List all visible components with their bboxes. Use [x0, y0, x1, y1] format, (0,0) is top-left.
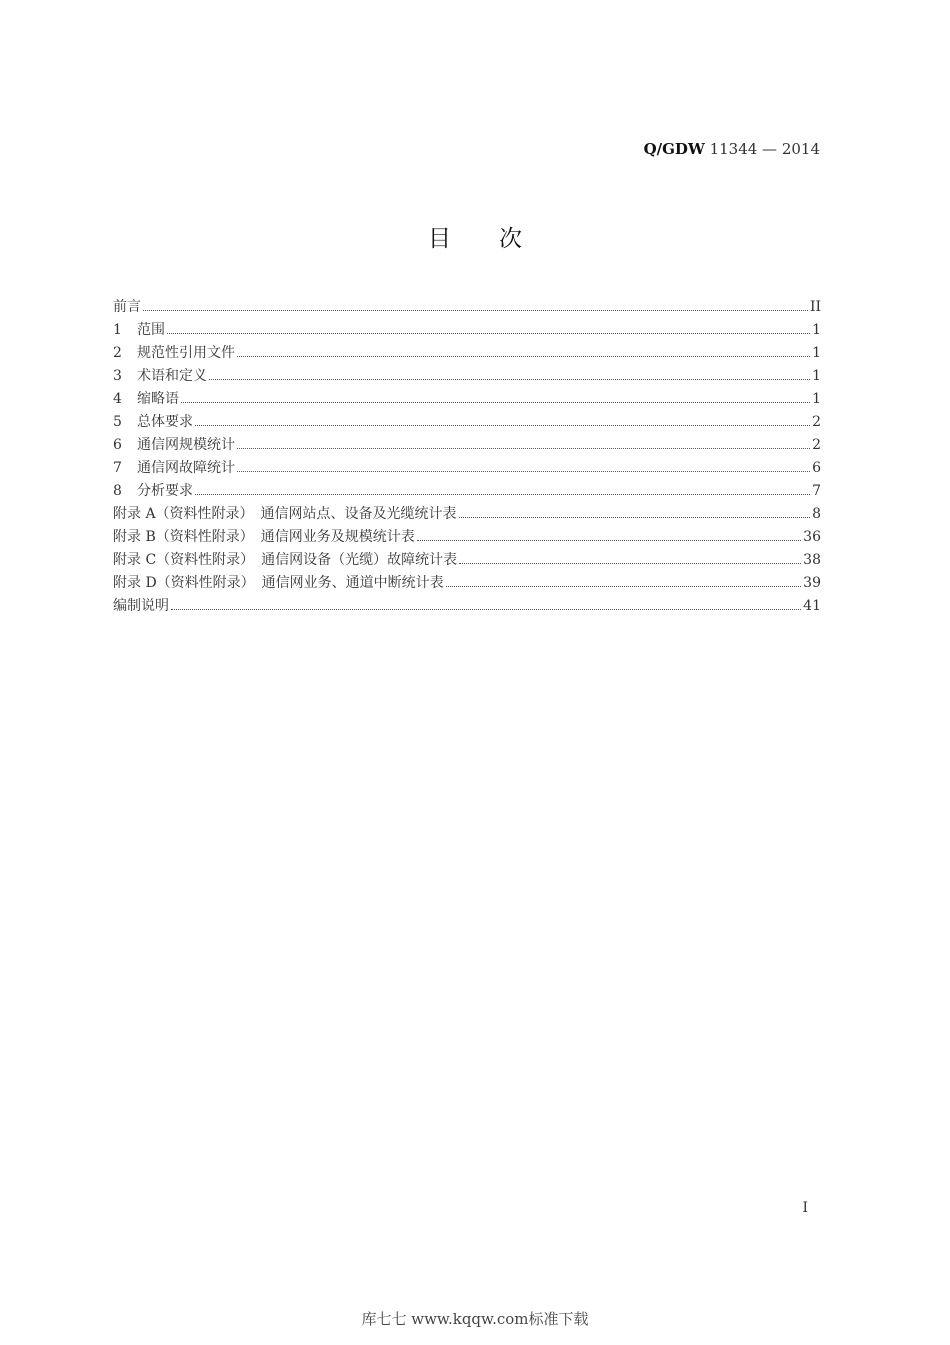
- toc-entry[interactable]: [113, 572, 821, 595]
- toc-entry-page: 36: [803, 529, 821, 545]
- toc-entry-page: II: [809, 299, 821, 315]
- toc-entry-page: 6: [812, 460, 821, 476]
- toc-entry[interactable]: [113, 319, 821, 342]
- toc-entry-number: 4: [113, 391, 122, 407]
- toc-leader: [446, 586, 801, 587]
- toc-leader: [171, 609, 801, 610]
- toc-leader: [237, 448, 810, 449]
- footer-watermark: 库七七 www.kqqw.com标准下载: [361, 1310, 589, 1328]
- toc-entry-number: 6: [113, 437, 122, 453]
- toc-entry-number: 8: [113, 483, 122, 499]
- toc-leader: [195, 494, 810, 495]
- toc-leader: [459, 517, 811, 518]
- toc-leader: [195, 425, 810, 426]
- toc-leader: [143, 310, 808, 311]
- toc-leader: [237, 471, 810, 472]
- toc-entry-number: 7: [113, 460, 122, 476]
- toc-leader: [167, 333, 810, 334]
- toc-entry-page: 1: [812, 368, 821, 384]
- toc-entry[interactable]: [113, 296, 821, 319]
- toc-leader: [459, 563, 801, 564]
- toc-entry-label: 总体要求: [137, 414, 193, 430]
- toc-entry-page: 2: [812, 414, 821, 430]
- toc-leader: [417, 540, 801, 541]
- toc-entry-label: 附录 D（资料性附录） 通信网业务、通道中断统计表: [113, 575, 444, 591]
- toc-leader: [181, 402, 810, 403]
- toc-entry-page: 38: [803, 552, 821, 568]
- toc-entry[interactable]: [113, 365, 821, 388]
- toc-entry-page: 2: [812, 437, 821, 453]
- toc-entry[interactable]: [113, 342, 821, 365]
- toc-entry-page: 7: [812, 483, 821, 499]
- toc-entry-number: 3: [113, 368, 122, 384]
- toc-entry[interactable]: [113, 434, 821, 457]
- toc-leader: [209, 379, 810, 380]
- toc-entry-label: 范围: [137, 322, 165, 338]
- toc-entry-label: 附录 C（资料性附录） 通信网设备（光缆）故障统计表: [113, 552, 458, 568]
- toc-entry-label: 术语和定义: [137, 368, 207, 384]
- toc-entry-label: 通信网故障统计: [137, 460, 235, 476]
- toc-entry[interactable]: [113, 549, 821, 572]
- toc-entry-label: 分析要求: [137, 483, 193, 499]
- toc-entry-label: 规范性引用文件: [137, 345, 235, 361]
- toc-entry[interactable]: [113, 526, 821, 549]
- toc-entry-label: 附录 A（资料性附录） 通信网站点、设备及光缆统计表: [113, 506, 457, 522]
- toc-entry[interactable]: [113, 503, 821, 526]
- toc-entry-number: 5: [113, 414, 122, 430]
- toc-entry-label: 编制说明: [113, 598, 169, 614]
- toc-entry-label: 前言: [113, 299, 141, 315]
- toc-entry-label: 通信网规模统计: [137, 437, 235, 453]
- toc-entry-page: 1: [812, 391, 821, 407]
- toc-entry-page: 8: [812, 506, 821, 522]
- toc-entry-page: 1: [812, 322, 821, 338]
- toc-entry-label: 缩略语: [137, 391, 179, 407]
- toc-entry-page: 1: [812, 345, 821, 361]
- toc-entry[interactable]: [113, 595, 821, 618]
- document-code-number: 11344 — 2014: [704, 140, 820, 158]
- toc-title: 目次: [428, 226, 570, 252]
- toc-entry-page: 41: [803, 598, 821, 614]
- toc-entry[interactable]: [113, 411, 821, 434]
- document-code-prefix: Q/GDW: [643, 140, 705, 158]
- toc-entry-page: 39: [803, 575, 821, 591]
- toc-entry[interactable]: [113, 457, 821, 480]
- toc-entry[interactable]: [113, 388, 821, 411]
- document-code: [644, 140, 820, 158]
- toc-entry-label: 附录 B（资料性附录） 通信网业务及规模统计表: [113, 529, 415, 545]
- table-of-contents: [113, 296, 821, 618]
- toc-entry-number: 1: [113, 322, 122, 338]
- toc-leader: [237, 356, 810, 357]
- toc-entry[interactable]: [113, 480, 821, 503]
- page-number: I: [802, 1200, 808, 1216]
- toc-entry-number: 2: [113, 345, 122, 361]
